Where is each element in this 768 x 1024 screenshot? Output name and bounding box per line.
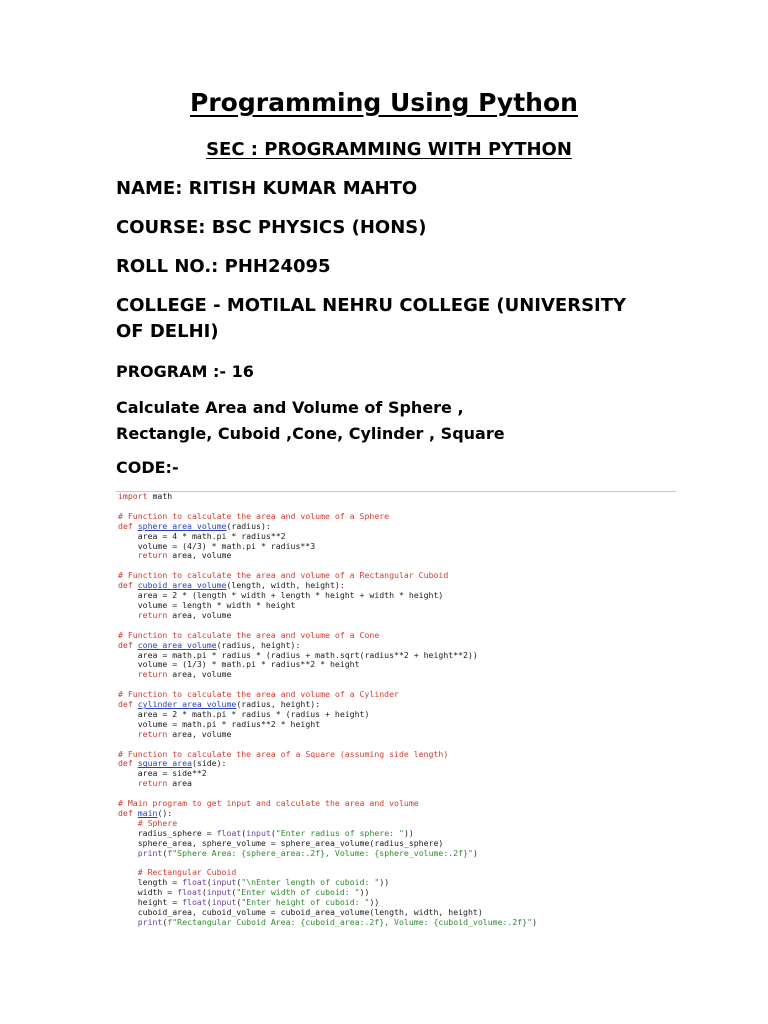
document-title: Programming Using Python — [190, 88, 578, 117]
program-description: Calculate Area and Volume of Sphere , Rectangle, Cuboid ,Cone, Cylinder , Square — [116, 398, 505, 443]
document-subtitle: SEC : PROGRAMMING WITH PYTHON — [206, 139, 572, 160]
student-name: NAME: RITISH KUMAR MAHTO — [116, 178, 418, 199]
college: COLLEGE - MOTILAL NEHRU COLLEGE (UNIVERSITY OF DELHI) — [116, 295, 627, 342]
roll-number: ROLL NO.: PHH24095 — [116, 256, 331, 277]
program-number: PROGRAM :- 16 — [116, 362, 254, 381]
code-listing: import math # Function to calculate the area and volume of a Sphere def sphere_area_volume(radius): area = 4 * math.pi * radius**2 volume = (4/3) * math.pi * radius**3 return area, volume # Function to calculate the area and volume of a Rectangular Cuboid def cuboid_area_volume(length, width, height): area = 2 * (length * width + length * height + width * height) volume = length * width * height return area, volume # Function to calculate the area and volume of a Cone def cone_area_volume(radius, height): area = math.pi * radius * (radius + math.sqrt(radius**2 + height**2)) volume = (1/3) * math.pi * radius**2 * height return area, volume # Function to calculate the area and volume of a Cylinder def cylinder_area_volume(radius, height): area = 2 * math.pi * radius * (radius + height) volume = math.pi * radius**2 * height return area, volume # Function to calculate the area of a Square (assuming side length) def square_area(side): area = side**2 return area # Main program to get input and calculate the area and volume def main(): # Sphere radius_sphere = float(input("Enter radius of sphere: ")) sphere_area, sphere_volume = sphere_area_volume(radius_sphere) print(f"Sphere Area: {sphere_area:.2f}, Volume: {sphere_volume:.2f}") # Rectangular Cuboid length = float(input("\nEnter length of cuboid: ")) width = float(input("Enter width of cuboid: ")) height = float(input("Enter height of cuboid: ")) cuboid_area, cuboid_volume = cuboid_area_volume(length, width, height) print(f"Rectangular Cuboid Area: {cuboid_area:.2f}, Volume: {cuboid_volume:.2f}") — [118, 491, 538, 927]
code-label: CODE:- — [116, 458, 179, 477]
course: COURSE: BSC PHYSICS (HONS) — [116, 217, 427, 238]
